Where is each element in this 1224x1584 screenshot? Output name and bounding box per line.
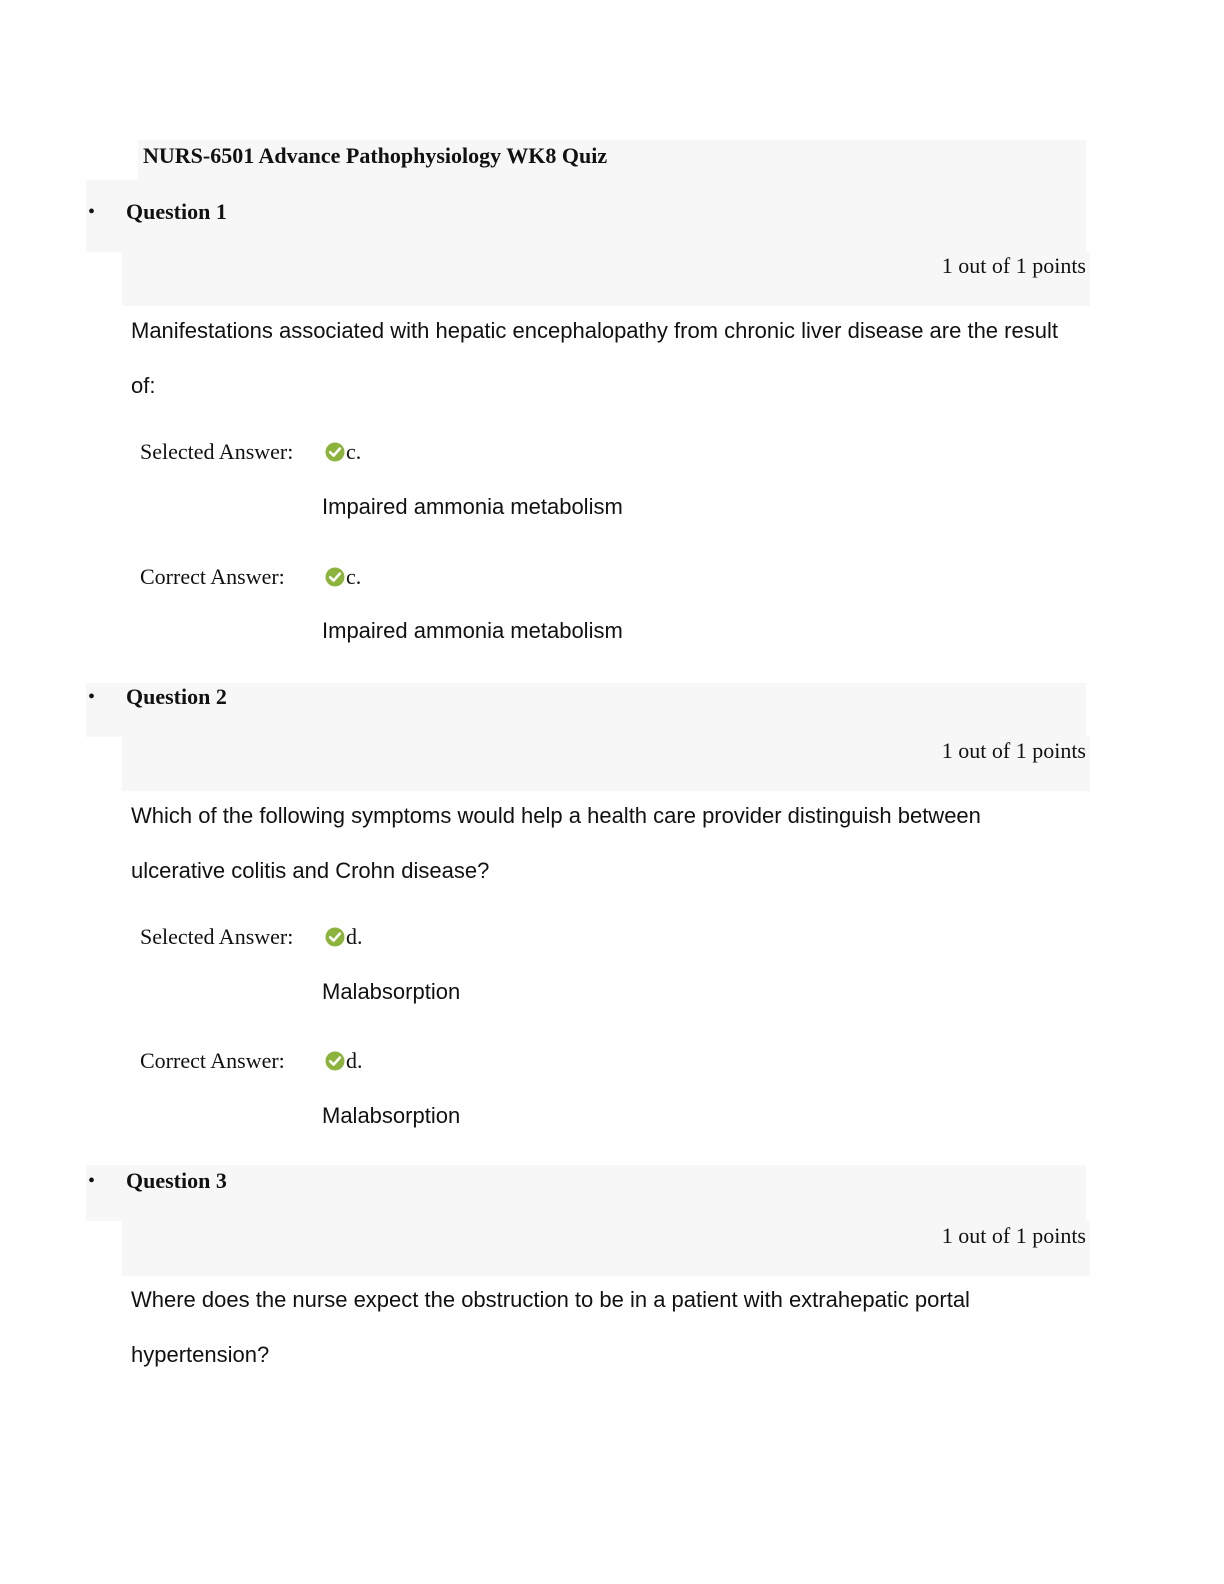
correct-answer-value (325, 1045, 363, 1077)
correct-answer-label: Correct Answer: (140, 1048, 285, 1073)
selected-answer-text: Malabsorption (322, 979, 461, 1004)
question-header-band (86, 1165, 1086, 1221)
question-header-band (86, 683, 1086, 737)
check-circle-icon (325, 442, 345, 462)
question-heading-label: Question 2 (126, 684, 227, 709)
correct-answer-text: Malabsorption (322, 1103, 461, 1128)
correct-answer-letter: d. (346, 1048, 363, 1073)
bullet-icon: • (88, 686, 96, 708)
correct-answer-text: Impaired ammonia metabolism (322, 618, 623, 643)
selected-answer-letter: c. (346, 439, 362, 464)
question-points: 1 out of 1 points (941, 253, 1086, 278)
correct-answer-value (325, 561, 361, 593)
question-heading-label: Question 3 (126, 1168, 227, 1193)
correct-answer-label: Correct Answer: (140, 564, 285, 589)
question-text: Which of the following symptoms would help a health care provider distinguish between ulcerative colitis and Crohn disease? (131, 803, 981, 883)
question-points: 1 out of 1 points (941, 1223, 1086, 1248)
selected-answer-text: Impaired ammonia metabolism (322, 494, 623, 519)
correct-answer-letter: c. (346, 564, 362, 589)
question-points: 1 out of 1 points (941, 738, 1086, 763)
question-text: Manifestations associated with hepatic encephalopathy from chronic liver disease are the result of: (131, 318, 1058, 398)
selected-answer-label: Selected Answer: (140, 439, 294, 464)
check-circle-icon (325, 1051, 345, 1071)
bullet-icon: • (88, 1170, 96, 1192)
page-title: NURS-6501 Advance Pathophysiology WK8 Quiz (143, 143, 608, 168)
selected-answer-label: Selected Answer: (140, 924, 294, 949)
selected-answer-letter: d. (346, 924, 363, 949)
question-text: Where does the nurse expect the obstruction to be in a patient with extrahepatic portal hypertension? (131, 1287, 970, 1367)
bullet-icon: • (88, 201, 96, 223)
question-heading-label: Question 1 (126, 199, 227, 224)
question-header-band (86, 180, 1086, 252)
check-circle-icon (325, 927, 345, 947)
selected-answer-value (325, 921, 363, 953)
check-circle-icon (325, 567, 345, 587)
selected-answer-value (325, 436, 361, 468)
